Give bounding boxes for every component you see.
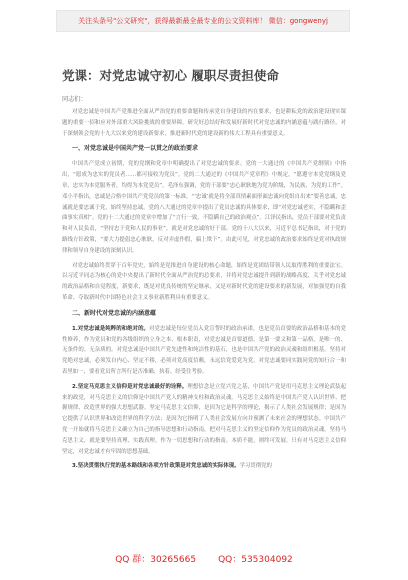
document-title: 党课：对党忠诚守初心 履职尽责担使命 (62, 68, 279, 83)
section-2-heading: 二、新时代对党忠诚的内涵意蕴 (72, 309, 157, 317)
footer-qq: QQ：535304092 (218, 555, 293, 565)
top-banner[interactable] (56, 10, 350, 32)
section-1-paragraph-1: 中国共产党成立初期，党的党纲和党章中明确提出了对党忠诚的要求。党的一大通过的《中国共产党纲领》中指出，“愿成为忠实的党员者……都可接收为党员”。党的二大通过的《中国共产党章程》中规定，“愿遵守本党党纲及党章，忠实为本党服务者，均得为本党党员”。毛泽东强调，党的干部要“忠心耿耿地为党为阶级，为民族，为党的工作”。邓小平指出，忠诚是合格中国共产党党员的第一标准，“‘忠诚’就是将全部真情素面形面忠诚向党组自出来”要善忠诚，忠诚就是要忠诚于党，始终坚持忠诚。党的八大通过的党章中提出了党员忠诚的具体要求，即“对党忠诚老实，不隐瞒和歪曲事实真相”。党的十二大通过的党章中增加了“言行一致，不隐瞒自己的政治观点”。江泽民指出，党员干部要对党负责和对人民负责，“坚持忠于党和人民的事业”，就是对党忠诚的好干部。党的十八大以来，习近平总书记指出，对于党的路线方针政策，“要大力提倡忠心耿耿，反对弄虚作假，搞上欺下”。由此可见，对党忠诚的政治要求始终是党对执政规律和领导自身建设的深刻认识。 (62, 161, 346, 254)
section-2-paragraph-2 (62, 382, 346, 458)
intro-paragraph: 对党忠诚是中国共产党推进全面从严治党的重要命题和传承党自身建设的内在要求，也是耕耘党的政治建设现实课题的重要一招和应对外部重大风险挑战的重要屏障。研究好总结好和发展好新时代对党忠诚的内涵意蕴与践行路径，对于深刻领会党的十九大以来党的建设新要求，推进新时代党的建设新的伟大工程具有重要意义。 (62, 109, 346, 137)
section-2-subheading-2: 2.坚定马克思主义信仰是对党忠诚最好的诠释。 (72, 383, 188, 390)
section-2-subheading-1: 1.对党忠诚是纯粹的和绝对的。 (72, 325, 150, 332)
section-1-paragraph-2: 对党忠诚始终贯穿于百年党史，始终是党推进自身建设的核心命题，始终是党团结带领人民取得胜利的重要法宝。以习近平同志为核心的党中央提出了新时代全面从严治党的总要求，并将对党忠诚提升到新的战略高度，关乎对党忠诚的政治品格和自觉程度，新要求，既是对优良传统的坚定继承，又是对新时代党的建设要求的新发展，对加强党的自我革命、夺取新时代中国特色社会主义事业新胜利具有重要意义。 (62, 262, 346, 301)
section-2-text-2: 理想信念是立党兴党之基，中国共产党是用马克思主义理论武装起来的政党，对马克思主义的信仰是中国共产党人的精神支柱和政治灵魂。马克思主义始终是中国共产党人认识世界、把握规律、改造世界的强大思想武器。坚定马克思主义信仰，是因为它是科学的理论，揭示了人类社会发展规律；是因为它提供了认识世界和改造世界的科学方法；是因为它指明了人类社会发展方向并预测了未来社会的理想状态。中国共产党一开始就将马克思主义确立为自己的指导思想和行动指南，把对马克思主义的坚定信仰作为党员的政治灵魂。坚持马克思主义，就是要坚持真理、实践真理。作为一切思想和行动的指南。本质不能，则终可发展。只有对马克思主义信仰坚定，对党忠诚才有牢固的思想基础。 (62, 383, 346, 455)
footer-contact (0, 552, 408, 565)
section-1-heading: 一、对党忠诚是中国共产党一以贯之的政治要求 (72, 145, 199, 153)
document-body (62, 107, 346, 476)
section-2-subheading-3: 3.坚决贯彻执行党的基本路线和各项方针政策是对党忠诚的实际体现。 (72, 463, 240, 470)
footer-qq-group: QQ 群：30265665 (115, 555, 197, 565)
section-2-text-3: 学习贯彻党的 (239, 463, 272, 470)
section-2-paragraph-3 (62, 461, 346, 472)
banner-text: 关注头条号"公文研究"，获得最新最全最专业的公文资料库！ 微信：gongwenyj (78, 17, 328, 25)
greeting: 同志们： (62, 96, 87, 103)
section-2-paragraph-1 (62, 324, 346, 378)
section-2-text-1: 对党忠诚是每位党员入党宣誓时的政治承诺，也是党员首要的政治品格和基本的党性修养，作为党员和党的各级组织的立身之本、根本职责，对党忠诚是首要道德，是第一要义和第一品格，是唯一的、无条件的、无杂质的。对党忠诚是中国共产党先进性和纯洁性的基石，也是中国共产党的政治灵魂和组织根基。坚持对党绝对忠诚，必须发自内心、坚定不移，必须对党高度信赖，永远信党爱党为党。对党忠诚要同实践同党的知行合一和表里如一，要看党员所言所行是否准确、执着、经受住考验。 (62, 325, 346, 375)
